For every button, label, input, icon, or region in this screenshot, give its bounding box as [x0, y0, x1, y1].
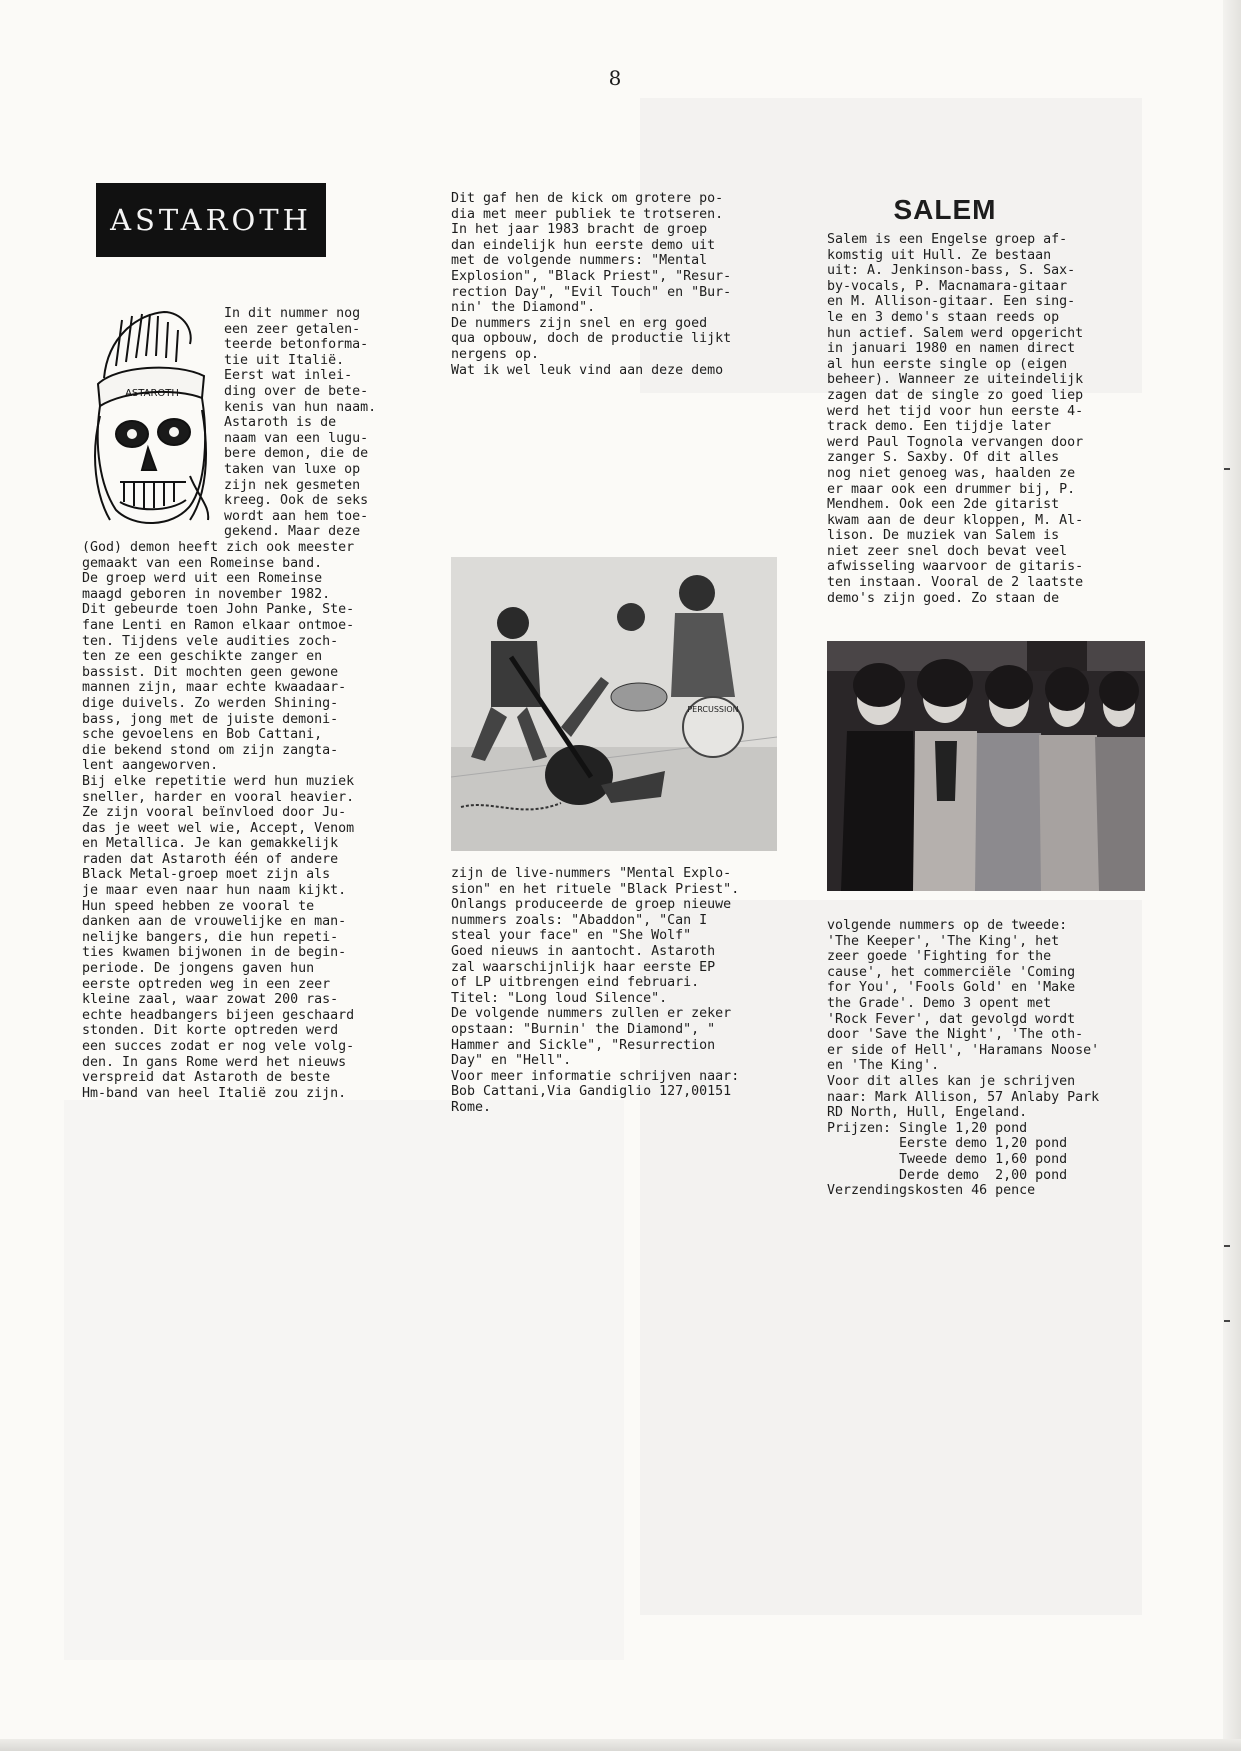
- text-line: periode. De jongens gaven hun: [82, 961, 315, 977]
- text-line: Eerste demo 1,20 pond: [827, 1136, 1068, 1152]
- text-line: door 'Save the Night', 'The oth-: [827, 1027, 1084, 1043]
- text-line: gemaakt van een Romeinse band.: [82, 555, 323, 571]
- text-line: komstig uit Hull. Ze bestaan: [827, 247, 1052, 263]
- text-line: demo's zijn goed. Zo staan de: [827, 590, 1060, 606]
- text-line: In het jaar 1983 bracht de groep: [451, 222, 708, 238]
- text-line: zijn nek gesmeten: [224, 477, 361, 493]
- text-line: ten ze een geschikte zanger en: [82, 649, 323, 665]
- text-line: wordt aan hem toe-: [224, 508, 369, 524]
- text-line: le en 3 demo's staan reeds op: [827, 309, 1060, 325]
- text-line: uit: A. Jenkinson-bass, S. Sax-: [827, 263, 1076, 279]
- margin-mark: [1224, 1245, 1230, 1247]
- astaroth-logo: ASTAROTH: [96, 183, 326, 257]
- salem-body-top: [827, 232, 1083, 606]
- text-line: Prijzen: Single 1,20 pond: [827, 1120, 1028, 1136]
- text-line: Explosion", "Black Priest", "Resur-: [451, 268, 732, 284]
- text-line: by-vocals, P. Macnamara-gitaar: [827, 278, 1068, 294]
- text-line: ten instaan. Vooral de 2 laatste: [827, 575, 1084, 591]
- text-line: Day" en "Hell".: [451, 1053, 572, 1069]
- text-line: een succes zodat er nog vele volg-: [82, 1039, 355, 1054]
- text-line: 'The Keeper', 'The King', het: [827, 933, 1060, 949]
- text-line: kenis van hun naam.: [224, 399, 377, 415]
- text-line: niet zeer snel doch bevat veel: [827, 543, 1068, 559]
- text-line: beheer). Wanneer ze uiteindelijk: [827, 372, 1084, 388]
- text-line: De volgende nummers zullen er zeker: [451, 1006, 732, 1022]
- text-line: danken aan de vrouwelijke en man-: [82, 914, 347, 930]
- text-line: raden dat Astaroth één of andere: [82, 851, 339, 867]
- text-line: zijn de live-nummers "Mental Explo-: [451, 866, 732, 881]
- text-line: bassist. Dit mochten geen gewone: [82, 664, 339, 680]
- text-line: teerde betonforma-: [224, 337, 369, 353]
- text-line: een zeer getalen-: [224, 321, 361, 337]
- text-line: kleine zaal, waar zowat 200 ras-: [82, 992, 339, 1008]
- text-line: Dit gaf hen de kick om grotere po-: [451, 191, 724, 206]
- text-line: met de volgende nummers: "Mental: [451, 253, 708, 269]
- text-line: zal waarschijnlijk haar eerste EP: [451, 959, 716, 975]
- text-line: In dit nummer nog: [224, 306, 361, 321]
- text-line: De nummers zijn snel en erg goed: [451, 315, 708, 331]
- text-line: ten. Tijdens vele audities zoch-: [82, 633, 339, 649]
- text-line: of LP uitbrengen eind februari.: [451, 975, 700, 991]
- text-line: nog niet genoeg was, haalden ze: [827, 465, 1076, 481]
- text-line: Tweede demo 1,60 pond: [827, 1151, 1068, 1167]
- text-line: tie uit Italië.: [224, 352, 345, 368]
- text-line: Hm-band van heel Italië zou zijn.: [82, 1085, 347, 1101]
- text-line: zeer goede 'Fighting for the: [827, 949, 1052, 965]
- text-line: werd Paul Tognola vervangen door: [827, 434, 1084, 450]
- text-line: steal your face" en "She Wolf": [451, 928, 692, 944]
- astaroth-intro: [224, 306, 376, 540]
- text-line: Eerst wat inlei-: [224, 368, 353, 384]
- text-line: Bob Cattani,Via Gandiglio 127,00151: [451, 1084, 732, 1100]
- text-line: afwisseling waarvoor de gitaris-: [827, 559, 1084, 575]
- text-line: cause', het commerciële 'Coming: [827, 964, 1076, 980]
- text-line: er maar ook een drummer bij, P.: [827, 481, 1076, 497]
- text-line: en 'The King'.: [827, 1058, 940, 1074]
- text-line: kwam aan de deur kloppen, M. Al-: [827, 512, 1084, 528]
- text-line: eerste optreden weg in een zeer: [82, 976, 331, 992]
- text-line: er side of Hell', 'Haramans Noose': [827, 1042, 1100, 1058]
- text-line: zagen dat de single zo goed liep: [827, 387, 1084, 403]
- text-line: die bekend stond om zijn zangta-: [82, 742, 339, 758]
- text-line: nergens op.: [451, 346, 540, 362]
- text-line: taken van luxe op: [224, 461, 361, 477]
- text-line: maagd geboren in november 1982.: [82, 586, 331, 602]
- text-line: echte headbangers bijeen geschaard: [82, 1007, 355, 1023]
- text-line: Rome.: [451, 1099, 492, 1115]
- text-line: nelijke bangers, die hun repeti-: [82, 929, 339, 945]
- salem-title: SALEM: [893, 194, 997, 225]
- text-line: Derde demo 2,00 pond: [827, 1167, 1068, 1183]
- text-line: De groep werd uit een Romeinse: [82, 571, 323, 587]
- text-line: Ze zijn vooral beïnvloed door Ju-: [82, 805, 347, 821]
- text-line: Hun speed hebben ze vooral te: [82, 898, 315, 914]
- text-line: Salem is een Engelse groep af-: [827, 232, 1068, 247]
- bass-drum-logo: PERCUSSION: [687, 705, 739, 714]
- text-line: Mendhem. Ook een 2de gitarist: [827, 497, 1060, 513]
- page-bottom-edge: [0, 1739, 1241, 1751]
- text-line: 'Rock Fever', dat gevolgd wordt: [827, 1011, 1076, 1027]
- text-line: Titel: "Long loud Silence".: [451, 990, 668, 1006]
- text-line: Voor dit alles kan je schrijven: [827, 1073, 1076, 1089]
- text-line: fane Lenti en Ramon elkaar ontmoe-: [82, 617, 355, 633]
- text-line: Hammer and Sickle", "Resurrection: [451, 1037, 716, 1053]
- text-line: en Metallica. Je kan gemakkelijk: [82, 836, 339, 852]
- text-line: volgende nummers op de tweede:: [827, 918, 1068, 933]
- page-edge: [1223, 0, 1241, 1751]
- page-number: 8: [608, 66, 622, 90]
- text-line: lent aangeworven.: [82, 758, 219, 774]
- text-line: Wat ik wel leuk vind aan deze demo: [451, 362, 724, 378]
- text-line: dan eindelijk hun eerste demo uit: [451, 237, 716, 253]
- text-line: je maar even naar hun naam kijkt.: [82, 883, 347, 899]
- margin-mark: [1224, 1320, 1230, 1322]
- margin-mark: [1224, 468, 1230, 470]
- text-line: naam van een lugu-: [224, 430, 369, 446]
- text-line: dige duivels. Zo werden Shining-: [82, 695, 339, 711]
- text-line: verspreid dat Astaroth de beste: [82, 1070, 331, 1086]
- text-line: in januari 1980 en namen direct: [827, 341, 1076, 357]
- text-line: opstaan: "Burnin' the Diamond", ": [451, 1021, 716, 1037]
- text-line: bere demon, die de: [224, 446, 369, 462]
- text-line: sion" en het rituele "Black Priest".: [451, 881, 740, 897]
- text-line: stonden. Dit korte optreden werd: [82, 1023, 339, 1039]
- reverse-page-showthrough: [64, 1100, 624, 1660]
- text-line: Black Metal-groep moet zijn als: [82, 867, 331, 883]
- text-line: den. In gans Rome werd het nieuws: [82, 1054, 347, 1070]
- text-line: the Grade'. Demo 3 opent met: [827, 995, 1052, 1011]
- text-line: das je weet wel wie, Accept, Venom: [82, 820, 355, 836]
- text-line: ding over de bete-: [224, 383, 369, 399]
- text-line: rection Day", "Evil Touch" en "Bur-: [451, 284, 732, 300]
- salem-body-bottom: [827, 918, 1099, 1199]
- text-line: ties kwamen bijwonen in de begin-: [82, 945, 347, 961]
- astaroth-live-photo: [451, 557, 777, 851]
- text-line: for You', 'Fools Gold' en 'Make: [827, 980, 1076, 996]
- text-line: al hun eerste single op (eigen: [827, 356, 1068, 372]
- text-line: Voor meer informatie schrijven naar:: [451, 1068, 740, 1084]
- text-line: nummers zoals: "Abaddon", "Can I: [451, 912, 708, 928]
- text-line: werd het tijd voor hun eerste 4-: [827, 403, 1084, 419]
- text-line: Onlangs produceerde de groep nieuwe: [451, 897, 732, 913]
- text-line: RD North, Hull, Engeland.: [827, 1105, 1028, 1121]
- text-line: dia met meer publiek te trotseren.: [451, 206, 724, 222]
- salem-band-photo: [827, 641, 1145, 891]
- text-line: Goed nieuws in aantocht. Astaroth: [451, 943, 716, 959]
- text-line: lison. De muziek van Salem is: [827, 528, 1060, 544]
- text-line: bass, jong met de juiste demoni-: [82, 711, 339, 727]
- text-line: en M. Allison-gitaar. Een sing-: [827, 294, 1076, 310]
- text-line: track demo. Een tijdje later: [827, 419, 1052, 435]
- text-line: (God) demon heeft zich ook meester: [82, 540, 355, 555]
- text-line: Astaroth is de: [224, 415, 337, 431]
- text-line: Verzendingskosten 46 pence: [827, 1183, 1036, 1199]
- text-line: naar: Mark Allison, 57 Anlaby Park: [827, 1089, 1100, 1105]
- text-line: mannen zijn, maar echte kwaadaar-: [82, 680, 347, 696]
- text-line: zanger S. Saxby. Of dit alles: [827, 450, 1060, 466]
- text-line: Bij elke repetitie werd hun muziek: [82, 773, 355, 789]
- text-line: gekend. Maar deze: [224, 524, 361, 540]
- astaroth-body: [82, 540, 354, 1101]
- text-line: hun actief. Salem werd opgericht: [827, 325, 1084, 341]
- skull-helmet-illustration: [86, 306, 212, 532]
- text-line: sche gevoelens en Bob Cattani,: [82, 727, 323, 743]
- helmet-band-text: ASTAROTH: [125, 388, 179, 399]
- astaroth-continued-top: [451, 191, 731, 378]
- text-line: nin' the Diamond".: [451, 300, 596, 316]
- text-line: kreeg. Ook de seks: [224, 493, 369, 509]
- astaroth-continued-bottom: [451, 866, 739, 1116]
- text-line: Dit gebeurde toen John Panke, Ste-: [82, 602, 355, 618]
- text-line: sneller, harder en vooral heavier.: [82, 789, 355, 805]
- text-line: qua opbouw, doch de productie lijkt: [451, 331, 732, 347]
